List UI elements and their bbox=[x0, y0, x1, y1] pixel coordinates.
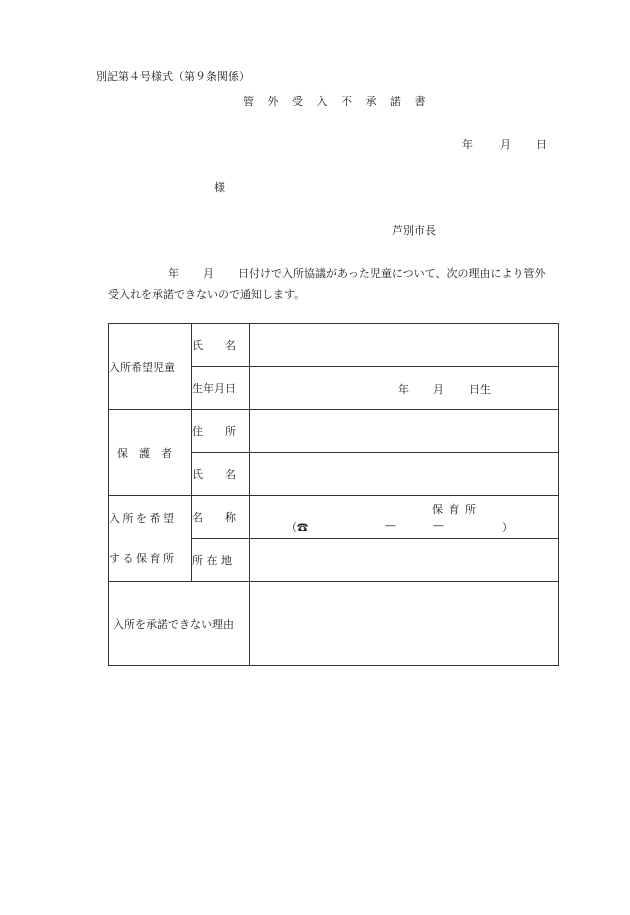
table-row bbox=[109, 410, 559, 453]
date-month: 月 bbox=[500, 138, 511, 151]
guardian-header-cell bbox=[109, 410, 192, 496]
body-year: 年 bbox=[168, 267, 179, 280]
body-line-1 bbox=[168, 265, 546, 281]
issuer: 芦別市長 bbox=[392, 224, 436, 237]
address-field[interactable] bbox=[250, 410, 559, 453]
guardian-name-field[interactable] bbox=[250, 453, 559, 496]
reason-label: 入所を承諾できない理由 bbox=[109, 582, 250, 666]
facility-name-field[interactable] bbox=[250, 496, 559, 539]
document-title: 管 外 受 入 不 承 諾 書 bbox=[243, 95, 427, 108]
table-row bbox=[109, 496, 559, 539]
form-table bbox=[108, 323, 559, 666]
birthdate-label: 生年月日 bbox=[192, 367, 250, 410]
location-field[interactable] bbox=[250, 539, 559, 582]
guardian-name-label: 氏 名 bbox=[192, 453, 250, 496]
birthdate-year: 年 bbox=[398, 383, 409, 396]
location-label: 所 在 地 bbox=[192, 539, 250, 582]
child-name-field[interactable] bbox=[250, 324, 559, 367]
date-line bbox=[462, 136, 547, 152]
reason-field[interactable] bbox=[250, 582, 559, 666]
guardian-header-text: 保 護 者 bbox=[117, 446, 172, 460]
phone-dash-2: — bbox=[433, 519, 444, 532]
addressee-suffix: 様 bbox=[214, 181, 225, 194]
facility-header-line-1: 入所を希望 bbox=[109, 511, 177, 525]
phone-close: ） bbox=[502, 521, 513, 534]
facility-suffix: 保 育 所 bbox=[432, 503, 477, 516]
body-line-2: 受入れを承諾できないので通知します。 bbox=[108, 288, 306, 301]
facility-header bbox=[109, 496, 192, 582]
table-row bbox=[109, 324, 559, 367]
body-text-1: 日付けで入所協議があった児童について、次の理由により管外 bbox=[238, 267, 546, 280]
phone-dash-1: — bbox=[385, 519, 396, 532]
table-row bbox=[109, 582, 559, 666]
date-year: 年 bbox=[462, 138, 473, 151]
guardian-header bbox=[109, 445, 191, 461]
address-label: 住 所 bbox=[192, 410, 250, 453]
facility-name-label: 名 称 bbox=[192, 496, 250, 539]
birthdate-day: 日生 bbox=[469, 383, 491, 396]
birthdate-field[interactable] bbox=[250, 367, 559, 410]
child-header: 入所希望児童 bbox=[109, 324, 192, 410]
phone-open: （☎ bbox=[286, 521, 308, 534]
date-day: 日 bbox=[536, 138, 547, 151]
child-name-label: 氏 名 bbox=[192, 324, 250, 367]
facility-header-line-2: する保育所 bbox=[109, 551, 177, 565]
body-month: 月 bbox=[203, 267, 214, 280]
birthdate-month: 月 bbox=[433, 383, 444, 396]
form-number: 別記第４号様式（第９条関係） bbox=[96, 70, 250, 83]
